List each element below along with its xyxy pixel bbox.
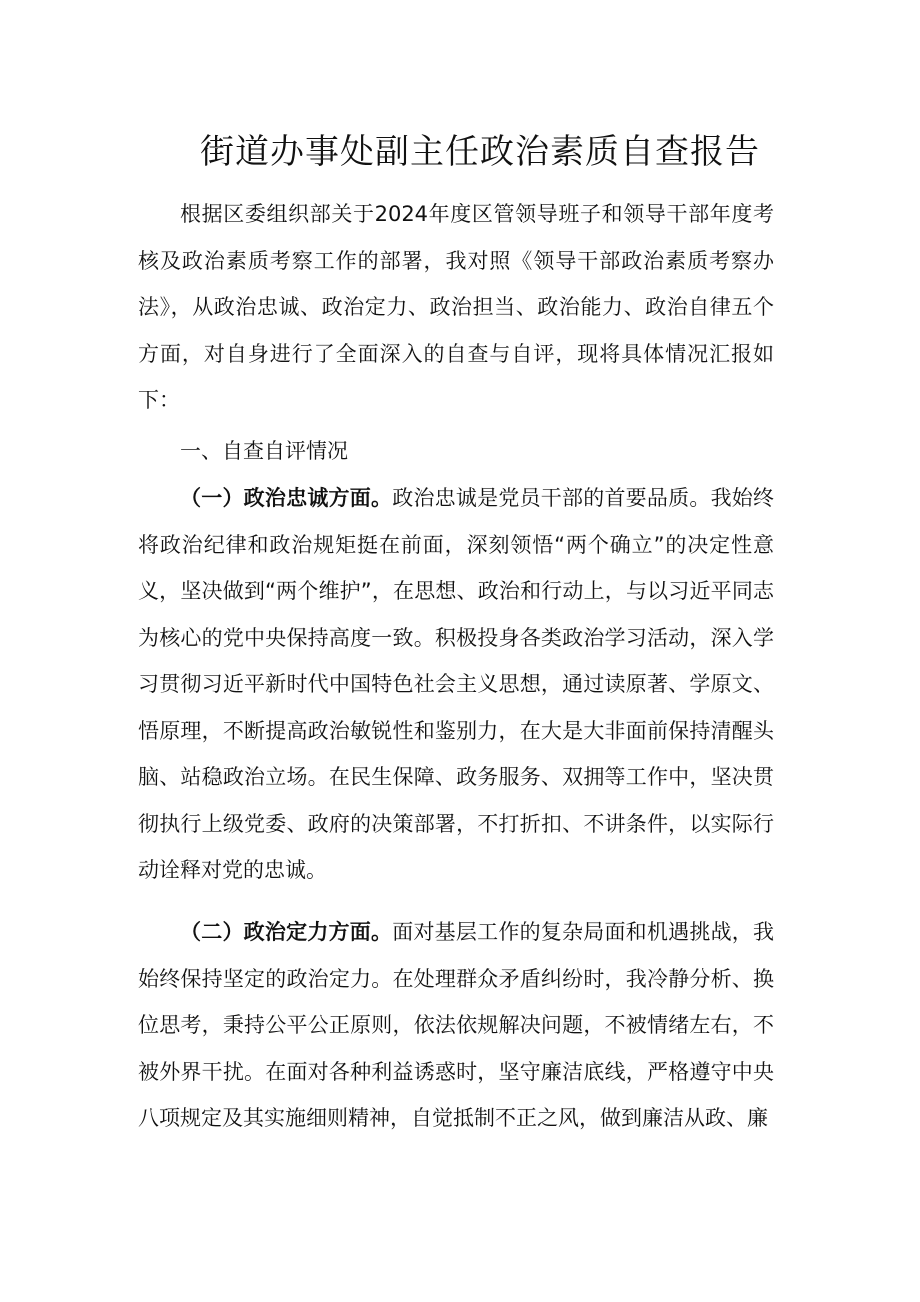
document-title: 街道办事处副主任政治素质自查报告 — [200, 132, 760, 172]
subsection-lead: （一）政治忠诚方面。 — [180, 486, 393, 510]
subsection-body: 政治忠诚是党员干部的首要品质。我始终将政治纪律和政治规矩挺在前面，深刻领悟“两个确立”的决定性意义，坚决做到“两个维护”，在思想、政治和行动上，与以习近平同志为核心的党中央保持高度一致。积极投身各类政治学习活动，深入学习贯彻习近平新时代中国特色社会主义思想，通过读原著、学原文、悟原理，不断提高政治敏锐性和鉴别力，在大是大非面前保持清醒头脑、站稳政治立场。在民生保障、政务服务、双拥等工作中，坚决贯彻执行上级党委、政府的决策部署，不打折扣、不讲条件，以实际行动诠释对党的忠诚。 — [138, 486, 775, 882]
subsection-body: 面对基层工作的复杂局面和机遇挑战，我始终保持坚定的政治定力。在处理群众矛盾纠纷时，我冷静分析、换位思考，秉持公平公正原则，依法依规解决问题，不被情绪左右，不被外界干扰。在面对各种利益诱惑时，坚守廉洁底线，严格遵守中央八项规定及其实施细则精神，自觉抵制不正之风，做到廉洁从政、廉 — [138, 920, 775, 1130]
section-heading: 一、自查自评情况 — [180, 439, 348, 463]
subsection-political-stability — [138, 909, 774, 1142]
subsection-political-loyalty — [138, 475, 774, 894]
intro-paragraph: 根据区委组织部关于2024年度区管领导班子和领导干部年度考核及政治素质考察工作的部署，我对照《领导干部政治素质考察办法》，从政治忠诚、政治定力、政治担当、政治能力、政治自律五个方面，对自身进行了全面深入的自查与自评，现将具体情况汇报如下： — [138, 202, 774, 412]
subsection-lead: （二）政治定力方面。 — [180, 920, 393, 944]
